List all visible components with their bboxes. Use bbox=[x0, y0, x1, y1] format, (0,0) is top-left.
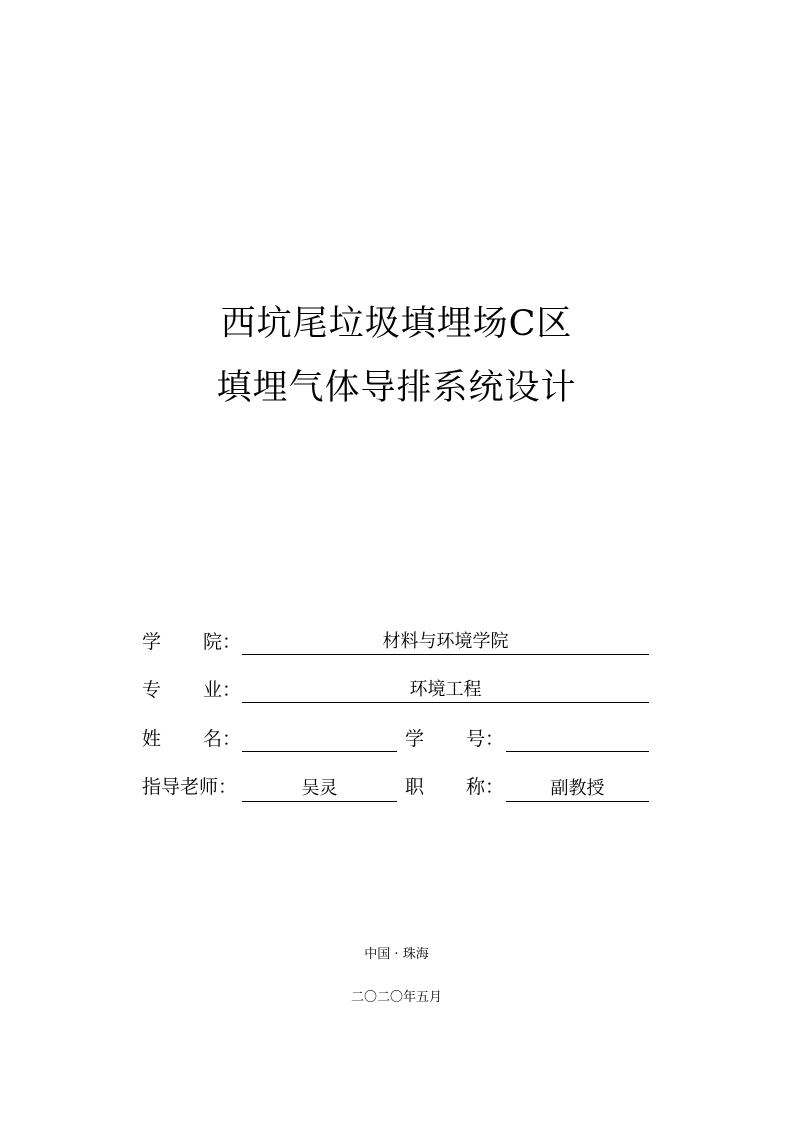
major-label-second-char: 业： bbox=[203, 679, 242, 701]
rank-label-first-char: 职 bbox=[405, 776, 425, 798]
rank-value: 副教授 bbox=[550, 778, 605, 799]
student-id-underline bbox=[506, 751, 649, 752]
major-label-first-char: 专 bbox=[142, 679, 162, 701]
college-value: 材料与环境学院 bbox=[382, 631, 509, 652]
rank-label-second-char: 称： bbox=[466, 776, 505, 798]
major-value: 环境工程 bbox=[409, 679, 482, 700]
thesis-title-line-2: 填埋气体导排系统设计 bbox=[216, 368, 577, 408]
advisor-label: 指导老师： bbox=[142, 776, 238, 798]
name-underline bbox=[242, 751, 397, 752]
advisor-underline bbox=[242, 801, 397, 802]
thesis-title-line-1: 西坑尾垃圾填埋场C区 bbox=[220, 304, 573, 344]
college-underline bbox=[242, 654, 649, 655]
college-label-second-char: 院： bbox=[203, 631, 242, 653]
advisor-value: 吴灵 bbox=[301, 778, 338, 799]
student-id-label-second-char: 号： bbox=[466, 728, 505, 750]
major-underline bbox=[242, 702, 649, 703]
name-label-second-char: 名： bbox=[203, 728, 242, 750]
footer-date: 二〇二〇年五月 bbox=[350, 990, 442, 1005]
footer-place: 中国 · 珠海 bbox=[364, 947, 429, 962]
name-label-first-char: 姓 bbox=[142, 728, 162, 750]
college-label-first-char: 学 bbox=[142, 631, 162, 653]
rank-underline bbox=[506, 801, 649, 802]
student-id-label-first-char: 学 bbox=[405, 728, 425, 750]
